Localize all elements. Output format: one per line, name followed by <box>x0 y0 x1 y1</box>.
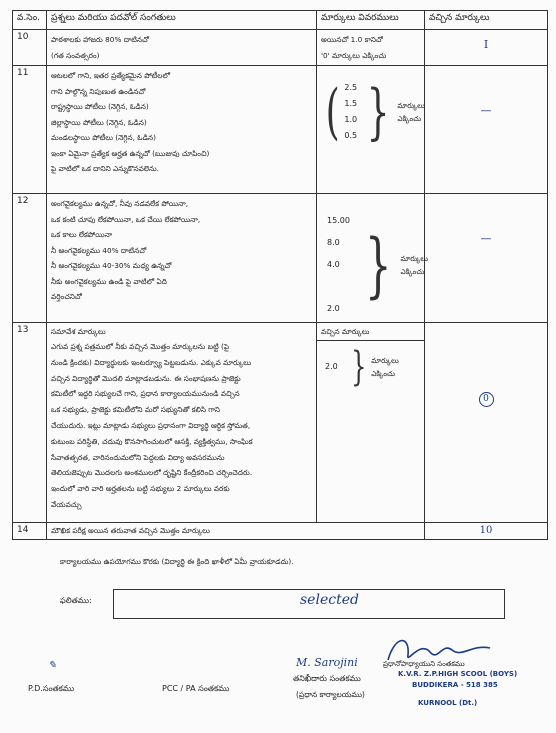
enter-label: ఎక్కించు <box>400 267 425 276</box>
result-value: selected <box>300 592 359 608</box>
result-label: ఫలితము: <box>60 596 92 605</box>
header-marks-details: మార్కులు వివరములు <box>317 11 425 30</box>
row-number: 12 <box>13 194 47 323</box>
pd-signature-scribble: ✎ <box>48 660 57 671</box>
pcc-signature-label: PCC / PA సంతకము <box>162 684 230 693</box>
value-item: 0.5 <box>344 131 358 140</box>
row-marks <box>317 66 425 194</box>
description-line: నీ అంగవైకల్యము 40% దాటినచో <box>51 245 147 255</box>
description-line: నీ అంగవైకల్యము 40-30% మధ్య ఉన్నచో <box>51 261 172 270</box>
right-brace: } <box>364 224 392 306</box>
pd-signature-label: P.D.సంతకము <box>28 684 75 693</box>
right-brace: } <box>350 344 367 390</box>
row-number: 13 <box>13 323 47 523</box>
description-line: కుటుంబ పరిస్థితి, చదువు కొనసాగించుటలో ఆసక్తి, వ్యక్తిత్వము, సాంఘిక <box>51 436 253 446</box>
enter-label: ఎక్కించు <box>397 114 422 123</box>
table-row <box>13 30 548 66</box>
description-line: జిల్లాస్థాయి పోటీలు (నెగ్గిన, ఓడిన) <box>51 117 147 127</box>
description-line: ఒక కంటి చూపు లేకపోయినా, ఒక చేయి లేకపోయినా, <box>51 214 201 224</box>
value-item: 1.5 <box>344 99 358 108</box>
description-line: ఆటలలో గాని, ఇతర ప్రత్యేకమైన పోటీలలో <box>51 71 170 80</box>
row-marks <box>317 323 425 523</box>
description-line: మౌఖిక పరీక్ష అయిన తరువాత వచ్చిన మొత్తం మార్కులు <box>51 526 210 535</box>
inspector-name: M. Sarojini <box>296 656 358 669</box>
row-description <box>47 323 317 523</box>
header-questions: ప్రశ్నలు మరియు పదవోల్ సంగతులు <box>47 11 317 30</box>
marks-line: అయినచో 1.0 కానిచో <box>321 35 383 44</box>
evaluation-table <box>12 10 548 540</box>
headmaster-signature-label: ప్రధానోపాధ్యాయుని సంతకము <box>383 660 465 668</box>
marks-label: మార్కులు <box>400 254 428 263</box>
description-line: తెలియజెప్పుట మొదలగు అంశములలో దృష్టిని కేంద్రీకరించి చర్చించెదరు. <box>51 468 253 478</box>
description-line: సేవాతత్పరత, వారినందుమలోని పెద్దలకు విద్యా అవసరమును <box>51 452 225 462</box>
table-row <box>13 66 548 194</box>
left-brace: ( <box>325 77 340 147</box>
description-line: గాని పాల్గొన్న నిపుణుత ఉండినచో <box>51 86 146 96</box>
marks-instruction <box>371 354 399 380</box>
value-list <box>344 80 357 144</box>
marks-instruction <box>400 252 428 278</box>
description-line: రాష్ట్రస్థాయి పోటీలు (నెగ్గిన, ఓడిన) <box>51 102 149 111</box>
enter-label: ఎక్కించు <box>371 369 395 378</box>
school-stamp-line: BUDDIKERA - 518 385 <box>412 681 498 689</box>
obtained-subheader: వచ్చిన మార్కులు <box>317 323 424 341</box>
description-line: పాఠశాలకు హాజరు 80% దాటినచో <box>51 35 150 44</box>
obtained-mark <box>425 323 548 523</box>
value-item: 4.0 <box>327 260 340 269</box>
value-item: 15.00 <box>327 216 350 225</box>
value-item: 2.5 <box>344 83 358 92</box>
description-line: అంగవైకల్యము ఉన్నచో, నీవు నడవలేక పోయినా, <box>51 199 189 208</box>
row-description <box>47 194 317 323</box>
row-number: 11 <box>13 66 47 194</box>
marks-label: మార్కులు <box>371 356 399 365</box>
obtained-mark-value: 0 <box>479 392 494 407</box>
marks-instruction <box>397 99 425 125</box>
inspector-signature-label: తనిఖీదారు సంతకము <box>293 674 361 683</box>
row-number: 14 <box>13 523 47 540</box>
value-list <box>327 210 350 320</box>
description-line: మండలస్థాయి పోటీలు (నెగ్గిన, ఓడిన) <box>51 133 156 142</box>
description-line: (గత సంవత్సరం) <box>51 50 100 60</box>
marks-label: మార్కులు <box>397 101 425 110</box>
right-brace: } <box>366 77 390 147</box>
row-marks <box>317 30 425 66</box>
obtained-mark: I <box>425 30 548 66</box>
value-item: 8.0 <box>327 238 340 247</box>
table-row <box>13 194 548 323</box>
row-marks <box>317 194 428 323</box>
description-line: ఒక సభ్యుడు, ప్రాజెక్టు కమిటీలోని మరో సభ్యునితో కలిసి గాని <box>51 405 220 415</box>
description-line: పై వాటిలో ఒక దానిని ఎన్నుకొనవలెను. <box>51 164 159 173</box>
row-description <box>47 66 317 194</box>
obtained-mark: 10 <box>425 523 548 540</box>
value-item: 2.0 <box>327 304 340 313</box>
header-serial: వ.సెం. <box>13 11 47 30</box>
description-line: ఇందులో వారి వారి అర్హతలను బట్టి సభ్యులు 2 మార్కులు వరకు <box>51 484 230 494</box>
description-line: వచ్చిన విద్యార్థితో మొదలి మాట్లాడబడును. ఈ సంభాషణను ప్రాజెక్టు <box>51 373 241 383</box>
value-item: 1.0 <box>344 115 358 124</box>
obtained-mark: — <box>425 194 548 323</box>
school-stamp-line: K.V.R. Z.P.HIGH SCOOL (BOYS) <box>398 670 518 678</box>
header-obtained-marks: వచ్చిన మార్కులు <box>425 11 548 30</box>
row-description <box>47 523 425 540</box>
description-line: చేయుదురు. ఇట్లు మాట్లాడు సభ్యులు ప్రధానంగా విద్యార్థి ఆర్థిక స్తోమత, <box>51 420 251 430</box>
head-office-label: (ప్రధాన కార్యాలయము) <box>296 690 365 699</box>
value-item: 2.0 <box>325 362 338 371</box>
description-line: ఒక కాలు లేకపోయినా <box>51 230 113 239</box>
description-line: వర్తించనిచో <box>51 292 82 301</box>
obtained-mark: — <box>425 66 548 194</box>
description-title: సమావేశ మార్కులు <box>51 327 106 336</box>
row-number: 10 <box>13 30 47 66</box>
description-line: కమిటీలో ఇద్దరి సభ్యులచే గాని, ప్రధాన కార్యాలయమునుండి వచ్చిన <box>51 389 240 399</box>
row-description <box>47 30 317 66</box>
description-line: ఎగువ ప్రశ్న పత్రములో నీకు వచ్చిన మొత్తం మార్కులను బట్టి (పై <box>51 342 230 351</box>
office-use-note: కార్యాలయము ఉపయోగము కొరకు (విద్యార్థి ఈ క్రింది ఖాళీలో ఏమీ వ్రాయకూడదు). <box>60 557 294 566</box>
table-header <box>13 11 548 30</box>
table-row <box>13 323 548 523</box>
description-line: నీకు అంగవైకల్యము ఉండి పై వాటిలో ఏది <box>51 276 167 286</box>
description-line: ఇంకా ఏమైనా ప్రత్యేక అర్హత ఉన్నచో (ఋజువు చూపించి) <box>51 148 210 158</box>
table-row <box>13 523 548 540</box>
marks-line: '0' మార్కులు ఎక్కించు <box>321 50 387 60</box>
description-line: వేయవచ్చు <box>51 499 82 509</box>
school-stamp-line: KURNOOL (Dt.) <box>418 699 478 707</box>
description-line: నుండి క్రిందకు) విద్యార్థులకు ఇంటర్వ్యూ పెట్టబడును. ఎక్కువ మార్కులు <box>51 357 252 367</box>
